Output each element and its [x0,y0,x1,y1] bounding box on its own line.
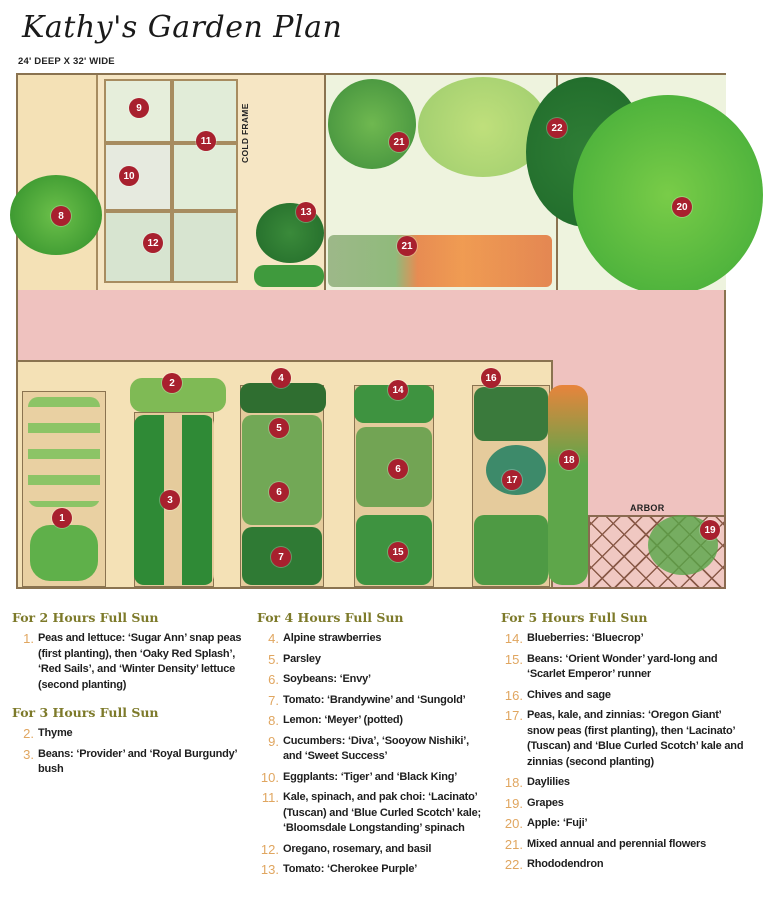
legend-heading: For 5 Hours Full Sun [501,610,648,625]
legend-text: Parsley [283,652,321,665]
legend-text: Daylilies [527,776,570,788]
legend-text: Rhododendron [527,858,604,870]
plant-marker-7: 7 [271,547,291,567]
legend-number: 4. [268,631,279,646]
chives-sage-shape [474,387,548,441]
plant-marker-9: 9 [129,98,149,118]
legend-item [257,631,489,647]
plant-marker-16: 16 [481,368,501,388]
plant-marker-1: 1 [52,508,72,528]
plant-marker-19: 19 [700,520,720,540]
garden-dimensions: 24' DEEP X 32' WIDE [18,56,115,67]
legend-item [501,631,751,647]
legend-item [257,734,489,765]
legend-number: 1. [23,631,34,646]
plant-marker-2: 2 [162,373,182,393]
legend-item [257,770,489,786]
apple-tree-shape [573,95,763,295]
cold-frame-pane-12b [172,211,238,283]
legend-item [501,816,751,832]
cold-frame-pane-11b [172,143,238,211]
plant-marker-6: 6 [388,459,408,479]
legend-number: 19. [504,795,523,811]
legend-item [257,862,489,878]
legend-text: Beans: ‘Orient Wonder’ yard-long and ‘Scarlet Emperor’ runner [527,652,718,680]
legend-text: Thyme [38,727,73,739]
plant-marker-15: 15 [388,542,408,562]
legend-text: Apple: ‘Fuji’ [527,817,588,829]
legend-item [501,652,751,683]
plant-marker-14: 14 [388,380,408,400]
legend-item [257,790,489,837]
page-title: Kathy's Garden Plan [22,10,343,45]
legend-item [501,857,751,873]
legend-number: 17. [504,708,523,723]
cold-frame-label: COLD FRAME [240,103,250,163]
legend-number: 15. [504,651,523,667]
legend-number: 2. [23,726,34,741]
garden-plot [16,73,726,589]
legend-item [257,842,489,858]
plant-marker-6: 6 [269,482,289,502]
daylily-shape [548,385,588,585]
legend-number: 3. [23,746,34,762]
legend-item [12,747,244,778]
legend-text: Tomato: ‘Cherokee Purple’ [283,863,418,875]
lettuce-shape [30,525,98,581]
plant-marker-22: 22 [547,118,567,138]
legend-column-3 [501,610,751,878]
plant-marker-21: 21 [389,132,409,152]
legend-number: 13. [260,862,279,877]
plant-marker-17: 17 [502,470,522,490]
peas-shape [28,397,100,507]
legend-text: Kale, spinach, and pak choi: ‘Lacinato’ (Tuscan) and ‘Blue Curled Scotch’ kale; ‘Bloomsdale Longstanding’ spinach [283,791,481,834]
legend-heading: For 4 Hours Full Sun [257,610,404,625]
arbor-label: ARBOR [630,503,665,513]
plant-marker-12: 12 [143,233,163,253]
garden-map [0,70,768,600]
legend-text: Eggplants: ‘Tiger’ and ‘Black King’ [283,770,458,783]
legend-text: Alpine strawberries [283,632,382,644]
legend-number: 5. [268,651,279,667]
legend-item [501,708,751,770]
legend-number: 12. [260,841,279,857]
legend-text: Blueberries: ‘Bluecrop’ [527,632,644,644]
legend-item [257,713,489,729]
legend-number: 10. [260,769,279,785]
legend-column-2 [257,610,489,883]
legend-number: 7. [268,692,279,708]
legend-number: 22. [504,857,523,872]
legend-item [501,775,751,791]
legend-text: Oregano, rosemary, and basil [283,842,432,855]
legend-item [12,631,244,693]
legend-text: Grapes [527,796,564,809]
legend-number: 11. [261,790,279,805]
legend-item [257,672,489,688]
legend-item [257,693,489,709]
legend-text: Mixed annual and perennial flowers [527,837,707,850]
legend-number: 9. [268,733,279,749]
legend-number: 14. [504,631,523,646]
legend-item [501,688,751,704]
legend-text: Peas, kale, and zinnias: ‘Oregon Giant’ snow peas (first planting), then ‘Lacinato’ (Tuscan) and ‘Blue Curled Scotch’ kale and zinnias (second planting) [527,709,744,768]
legend-text: Tomato: ‘Brandywine’ and ‘Sungold’ [283,693,466,706]
plant-marker-20: 20 [672,197,692,217]
plant-marker-18: 18 [559,450,579,470]
legend-item [501,796,751,812]
plant-marker-13: 13 [296,202,316,222]
legend-text: Chives and sage [527,688,611,701]
plant-marker-5: 5 [269,418,289,438]
plant-marker-10: 10 [119,166,139,186]
zinnia-shape [474,515,548,585]
legend-heading: For 2 Hours Full Sun [12,610,159,625]
greens-row-shape [254,265,324,287]
legend-item [501,837,751,853]
legend-number: 18. [504,775,523,790]
legend-number: 6. [268,672,279,687]
plant-marker-3: 3 [160,490,180,510]
legend-column-1 [12,610,244,783]
legend-number: 20. [504,816,523,831]
legend-number: 8. [268,713,279,728]
garden-path [18,290,724,360]
mixed-flowers-shape-1 [328,79,416,169]
plant-marker-11: 11 [196,131,216,151]
legend-text: Cucumbers: ‘Diva’, ‘Sooyow Nishiki’, and ‘Sweet Success’ [283,734,469,762]
legend-text: Peas and lettuce: ‘Sugar Ann’ snap peas (first planting), then ‘Oaky Red Splash’, ‘Red Sails’, and ‘Winter Density’ lettuce (second planting) [38,632,242,691]
legend-item [257,652,489,668]
legend-number: 21. [504,836,523,852]
plant-marker-8: 8 [51,206,71,226]
legend-text: Lemon: ‘Meyer’ (potted) [283,714,403,726]
legend-heading: For 3 Hours Full Sun [12,705,159,720]
plant-marker-4: 4 [271,368,291,388]
legend-text: Beans: ‘Provider’ and ‘Royal Burgundy’ bush [38,747,237,775]
legend-number: 16. [504,687,523,703]
mixed-flowers-border [328,235,552,287]
legend-item [12,726,244,742]
plant-marker-21: 21 [397,236,417,256]
legend-text: Soybeans: ‘Envy’ [283,673,371,685]
